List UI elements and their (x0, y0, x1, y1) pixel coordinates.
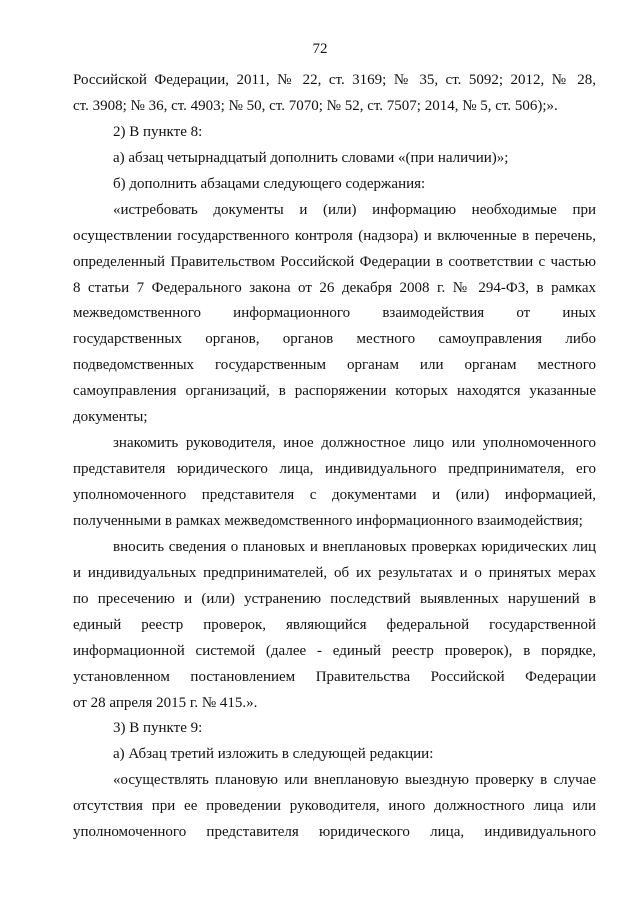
text-line: вносить сведения о плановых и внеплановых проверках юридических лиц (113, 538, 596, 555)
text-line: и индивидуальных предпринимателей, об их результатах и о принятых мерах (73, 564, 596, 581)
text-line: информационной системой (далее - единый реестр проверок), в порядке, (73, 642, 596, 659)
text-line: документы; (73, 409, 148, 426)
text-line: уполномоченного представителя с документами и (или) информацией, (73, 487, 596, 503)
text-line: представителя юридического лица, индивидуального предпринимателя, его (73, 461, 596, 478)
text-line: подведомственных государственным органам или органам местного (73, 357, 596, 374)
text-line: б) дополнить абзацами следующего содержания: (113, 175, 426, 192)
text-line: а) абзац четырнадцатый дополнить словами «(при наличии)»; (113, 149, 509, 166)
text-line: осуществлении государственного контроля (надзора) и включенные в перечень, (73, 227, 596, 244)
text-line: «осуществлять плановую или внеплановую выездную проверку в случае (113, 772, 596, 789)
text-line: определенный Правительством Российской Федерации в соответствии с частью (73, 253, 596, 270)
text-line: межведомственного информационного взаимодействия от иных (73, 305, 596, 322)
text-line: 8 статьи 7 Федерального закона от 26 декабря 2008 г. № 294-ФЗ, в рамках (73, 279, 596, 296)
document-body (73, 68, 596, 846)
text-line: по пресечению и (или) устранению последствий выявленных нарушений в (73, 590, 596, 607)
page-number: 72 (312, 41, 328, 57)
text-line: «истребовать документы и (или) информацию необходимые при (113, 201, 596, 218)
text-line: от 28 апреля 2015 г. № 415.». (73, 694, 258, 711)
text-line: отсутствия при ее проведении руководителя, иного должностного лица или (73, 798, 596, 815)
text-line: государственных органов, органов местного самоуправления либо (73, 331, 596, 348)
text-line: самоуправления организаций, в распоряжении которых находятся указанные (73, 383, 596, 400)
text-line: 3) В пункте 9: (113, 720, 203, 737)
text-line: 2) В пункте 8: (113, 123, 203, 140)
text-line: ст. 3908; № 36, ст. 4903; № 50, ст. 7070; № 52, ст. 7507; 2014, № 5, ст. 506);». (73, 97, 558, 114)
text-line: а) Абзац третий изложить в следующей редакции: (113, 746, 434, 763)
text-line: Российской Федерации, 2011, № 22, ст. 3169; № 35, ст. 5092; 2012, № 28, (73, 72, 596, 88)
text-line: знакомить руководителя, иное должностное лицо или уполномоченного (113, 435, 596, 452)
text-line: полученными в рамках межведомственного информационного взаимодействия; (73, 512, 583, 529)
text-line: установленном постановлением Правительства Российской Федерации (73, 668, 596, 685)
text-line: уполномоченного представителя юридического лица, индивидуального (73, 824, 596, 841)
text-line: единый реестр проверок, являющийся федеральной государственной (73, 616, 596, 633)
